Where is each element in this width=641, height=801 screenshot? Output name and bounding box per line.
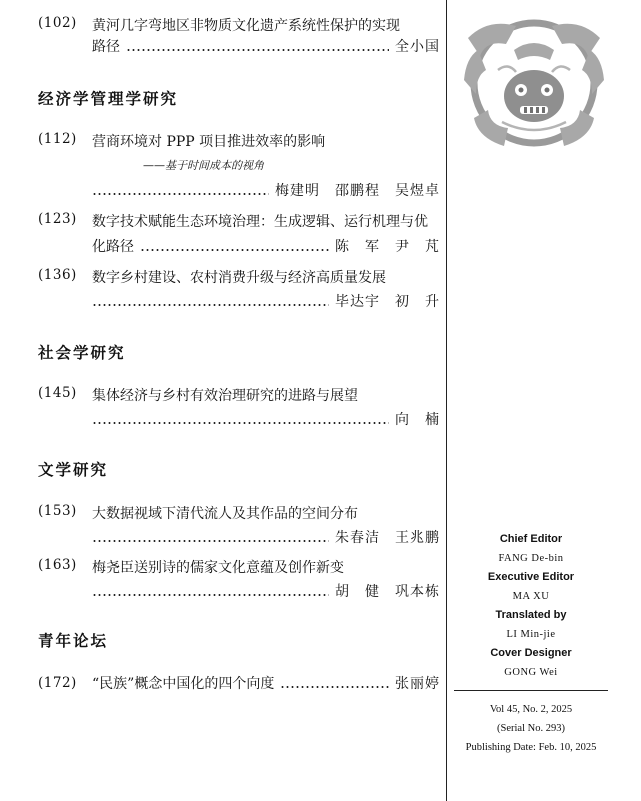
dot-leader (92, 594, 329, 596)
chief-editor-label: Chief Editor (499, 533, 563, 545)
executive-editor-name: MA XU (512, 591, 550, 602)
entry-number: (136) (38, 267, 77, 283)
dot-leader (280, 686, 389, 688)
entry-number: (123) (38, 211, 77, 227)
publishing-date: Publishing Date: Feb. 10, 2025 (465, 742, 597, 753)
entry-number: (172) (38, 675, 77, 691)
entry-authors: 朱春洁 王兆鹏 (335, 530, 440, 546)
cover-designer-label: Cover Designer (490, 647, 572, 659)
section-heading: 青年论坛 (38, 632, 109, 650)
entry-authors: 全小国 (395, 39, 440, 55)
volume-number: Vol 45, No. 2, 2025 (489, 704, 573, 715)
dot-leader (92, 304, 329, 306)
entry-number: (145) (38, 385, 77, 401)
entry-author-line (92, 581, 440, 601)
entry-author-line (92, 180, 440, 200)
dot-leader (126, 49, 389, 51)
entry-number: (112) (38, 131, 77, 147)
chief-editor-name: FANG De-bin (498, 553, 564, 564)
translated-by-name: LI Min-jie (506, 629, 556, 640)
entry-title[interactable]: 黄河几字弯地区非物质文化遗产系统性保护的实现 (92, 18, 400, 34)
entry-number: (153) (38, 503, 77, 519)
translated-by-label: Translated by (495, 609, 567, 621)
dot-leader (92, 540, 329, 542)
entry-title[interactable]: 梅尧臣送别诗的儒家文化意蕴及创作新变 (92, 560, 344, 576)
section-heading: 文学研究 (38, 461, 109, 479)
section-heading: 社会学研究 (38, 344, 126, 362)
cover-designer-name: GONG Wei (504, 667, 558, 678)
entry-title[interactable]: “民族”概念中国化的四个向度 (92, 676, 275, 692)
bronze-mask-emblem-icon (458, 10, 610, 156)
entry-authors: 陈 军 尹 芃 (335, 239, 440, 255)
entry-title[interactable]: 大数据视域下清代流人及其作品的空间分布 (92, 506, 358, 522)
executive-editor-label: Executive Editor (487, 571, 575, 583)
entry-author-line (92, 291, 440, 311)
entry-author-line (92, 236, 440, 256)
column-divider (446, 0, 447, 801)
entry-title[interactable]: 数字乡村建设、农村消费升级与经济高质量发展 (92, 270, 386, 286)
section-heading: 经济学管理学研究 (38, 90, 179, 108)
entry-title-continued[interactable]: 化路径 (92, 239, 134, 255)
entry-title[interactable]: 营商环境对 PPP 项目推进效率的影响 (92, 134, 326, 150)
masthead (458, 530, 604, 682)
dot-leader (92, 193, 269, 195)
entry-authors: 毕达宇 初 升 (335, 294, 440, 310)
issue-info (448, 700, 614, 757)
entry-authors: 张丽婷 (395, 676, 440, 692)
entry-subtitle: ——基于时间成本的视角 (143, 159, 264, 172)
dot-leader (140, 249, 329, 251)
masthead-divider (454, 690, 608, 691)
entry-author-line (92, 36, 440, 56)
entry-title[interactable]: 数字技术赋能生态环境治理：生成逻辑、运行机理与优 (92, 214, 428, 230)
entry-number: (163) (38, 557, 77, 573)
entry-title-continued[interactable]: 路径 (92, 39, 120, 55)
entry-authors: 胡 健 巩本栋 (335, 584, 440, 600)
entry-number: (102) (38, 15, 77, 31)
serial-number: (Serial No. 293) (497, 723, 565, 734)
entry-author-line (92, 527, 440, 547)
dot-leader (92, 422, 389, 424)
entry-authors: 梅建明 邵鹏程 吴煜卓 (275, 183, 440, 199)
entry-authors: 向 楠 (395, 412, 440, 428)
entry-title-line (92, 673, 440, 693)
entry-title[interactable]: 集体经济与乡村有效治理研究的进路与展望 (92, 388, 358, 404)
entry-author-line (92, 409, 440, 429)
entry-subtitle-line (143, 153, 440, 173)
